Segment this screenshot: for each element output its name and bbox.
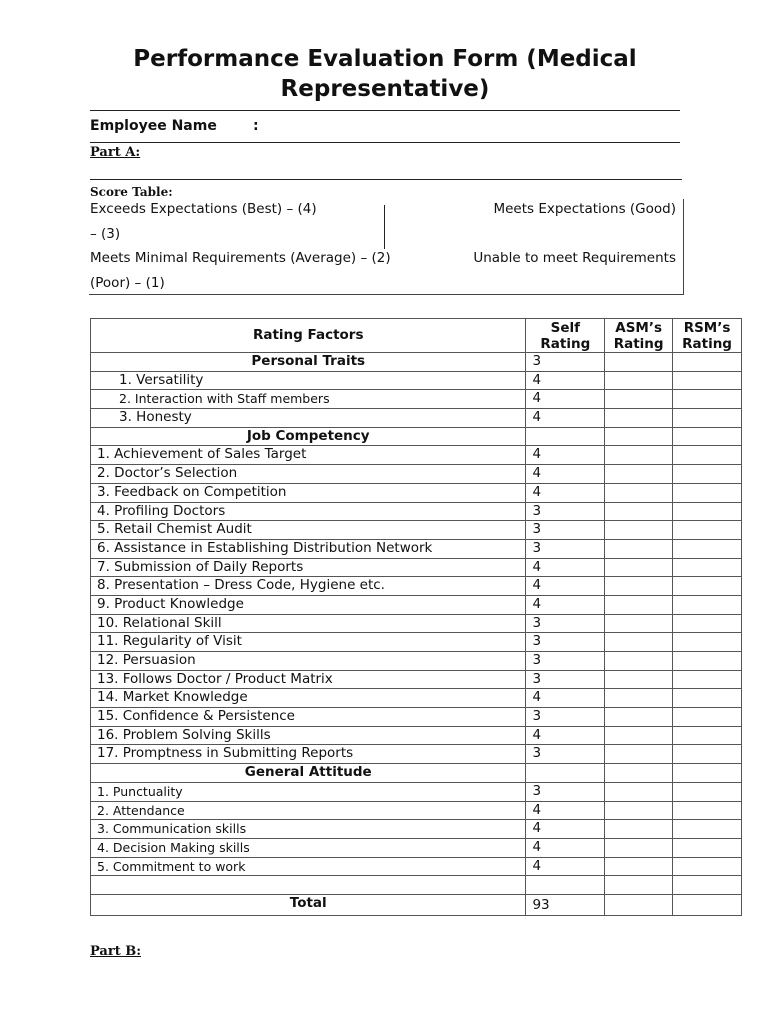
- asm-rating-cell: [605, 483, 673, 502]
- score-exceeds: Exceeds Expectations (Best) – (4): [90, 201, 317, 217]
- rsm-rating-cell: [673, 652, 742, 671]
- rating-factor-label: 17. Promptness in Submitting Reports: [91, 745, 526, 764]
- rating-factor-label: 2. Interaction with Staff members: [91, 390, 526, 409]
- asm-rating-cell: [605, 633, 673, 652]
- asm-rating-cell: [605, 446, 673, 465]
- asm-rating-cell: [605, 353, 673, 372]
- self-rating-cell: 4: [526, 446, 605, 465]
- asm-rating-cell: [605, 614, 673, 633]
- table-row: [91, 614, 742, 633]
- table-row: [91, 390, 742, 409]
- table-row: [91, 782, 742, 801]
- rsm-rating-cell: [673, 502, 742, 521]
- rsm-rating-cell: [673, 708, 742, 727]
- asm-rating-cell: [605, 521, 673, 540]
- section-title: Personal Traits: [91, 353, 526, 372]
- asm-rating-cell: [605, 782, 673, 801]
- header-rsm-rating: RSM’s Rating: [673, 319, 742, 353]
- rating-factor-label: 16. Problem Solving Skills: [91, 726, 526, 745]
- table-row: [91, 502, 742, 521]
- self-rating-cell: 3: [526, 745, 605, 764]
- asm-rating-cell: [605, 745, 673, 764]
- rating-factor-label: 3. Communication skills: [91, 820, 526, 839]
- self-rating-cell: 4: [526, 409, 605, 428]
- rating-factor-label: 2. Attendance: [91, 801, 526, 820]
- rating-factor-label: 9. Product Knowledge: [91, 595, 526, 614]
- table-row: [91, 521, 742, 540]
- self-rating-cell: 3: [526, 521, 605, 540]
- blank-cell: [526, 876, 605, 895]
- score-table-heading: Score Table:: [90, 185, 173, 199]
- rsm-rating-cell: [673, 427, 742, 446]
- total-rsm-rating: [673, 894, 742, 915]
- table-row: [91, 726, 742, 745]
- rsm-rating-cell: [673, 558, 742, 577]
- rsm-rating-cell: [673, 820, 742, 839]
- self-rating-cell: 4: [526, 857, 605, 876]
- table-row: [91, 371, 742, 390]
- self-rating-cell: 3: [526, 782, 605, 801]
- self-rating-cell: 3: [526, 353, 605, 372]
- self-rating-cell: 3: [526, 614, 605, 633]
- asm-rating-cell: [605, 652, 673, 671]
- self-rating-cell: 3: [526, 502, 605, 521]
- score-poor-value: (Poor) – (1): [90, 275, 165, 291]
- header-rating-factors: Rating Factors: [91, 319, 526, 353]
- self-rating-cell: 3: [526, 633, 605, 652]
- self-rating-cell: 4: [526, 689, 605, 708]
- section-row: [91, 353, 742, 372]
- rsm-rating-cell: [673, 614, 742, 633]
- rating-factor-label: 15. Confidence & Persistence: [91, 708, 526, 727]
- rating-factor-label: 10. Relational Skill: [91, 614, 526, 633]
- self-rating-cell: 4: [526, 577, 605, 596]
- rsm-rating-cell: [673, 745, 742, 764]
- asm-rating-cell: [605, 820, 673, 839]
- rsm-rating-cell: [673, 446, 742, 465]
- asm-rating-cell: [605, 708, 673, 727]
- rating-factor-label: 4. Decision Making skills: [91, 838, 526, 857]
- asm-rating-cell: [605, 764, 673, 783]
- asm-rating-cell: [605, 801, 673, 820]
- rating-factor-label: 3. Feedback on Competition: [91, 483, 526, 502]
- rating-factor-label: 2. Doctor’s Selection: [91, 465, 526, 484]
- total-label: Total: [91, 894, 526, 915]
- table-row: [91, 820, 742, 839]
- table-row: [91, 857, 742, 876]
- table-row: [91, 558, 742, 577]
- blank-cell: [673, 876, 742, 895]
- rsm-rating-cell: [673, 577, 742, 596]
- part-a-heading: Part A:: [90, 145, 141, 160]
- asm-rating-cell: [605, 838, 673, 857]
- asm-rating-cell: [605, 577, 673, 596]
- rating-factor-label: 12. Persuasion: [91, 652, 526, 671]
- blank-row: [91, 876, 742, 895]
- self-rating-cell: 4: [526, 558, 605, 577]
- score-meets-value: – (3): [90, 226, 121, 242]
- self-rating-cell: 4: [526, 465, 605, 484]
- rsm-rating-cell: [673, 521, 742, 540]
- rsm-rating-cell: [673, 483, 742, 502]
- score-unable: Unable to meet Requirements: [473, 250, 676, 266]
- table-row: [91, 483, 742, 502]
- self-rating-cell: [526, 427, 605, 446]
- table-row: [91, 745, 742, 764]
- employee-name-row: [90, 118, 259, 134]
- rsm-rating-cell: [673, 782, 742, 801]
- self-rating-cell: 4: [526, 726, 605, 745]
- form-title: Performance Evaluation Form (Medical Representative): [133, 46, 637, 102]
- asm-rating-cell: [605, 409, 673, 428]
- divider: [90, 110, 680, 111]
- rating-factor-label: 4. Profiling Doctors: [91, 502, 526, 521]
- rsm-rating-cell: [673, 539, 742, 558]
- table-row: [91, 708, 742, 727]
- table-row: [91, 446, 742, 465]
- score-minimal: Meets Minimal Requirements (Average) – (2): [90, 250, 391, 266]
- asm-rating-cell: [605, 390, 673, 409]
- self-rating-cell: 4: [526, 483, 605, 502]
- blank-cell: [605, 876, 673, 895]
- header-self-rating: Self Rating: [526, 319, 605, 353]
- asm-rating-cell: [605, 670, 673, 689]
- self-rating-cell: 4: [526, 371, 605, 390]
- self-rating-cell: [526, 764, 605, 783]
- rating-factor-label: 8. Presentation – Dress Code, Hygiene etc.: [91, 577, 526, 596]
- asm-rating-cell: [605, 465, 673, 484]
- rating-table: [90, 318, 742, 916]
- rsm-rating-cell: [673, 670, 742, 689]
- rsm-rating-cell: [673, 409, 742, 428]
- self-rating-cell: 4: [526, 838, 605, 857]
- rating-factor-label: 1. Punctuality: [91, 782, 526, 801]
- total-row: [91, 894, 742, 915]
- table-row: [91, 539, 742, 558]
- rating-table-body: [91, 353, 742, 916]
- self-rating-cell: 3: [526, 670, 605, 689]
- self-rating-cell: 4: [526, 801, 605, 820]
- section-title: General Attitude: [91, 764, 526, 783]
- rating-factor-label: 5. Retail Chemist Audit: [91, 521, 526, 540]
- table-row: [91, 409, 742, 428]
- total-asm-rating: [605, 894, 673, 915]
- rsm-rating-cell: [673, 465, 742, 484]
- divider: [90, 179, 682, 180]
- rating-factor-label: 7. Submission of Daily Reports: [91, 558, 526, 577]
- divider: [90, 142, 680, 143]
- table-row: [91, 670, 742, 689]
- rsm-rating-cell: [673, 353, 742, 372]
- self-rating-cell: 4: [526, 820, 605, 839]
- rsm-rating-cell: [673, 595, 742, 614]
- asm-rating-cell: [605, 558, 673, 577]
- table-row: [91, 689, 742, 708]
- rsm-rating-cell: [673, 390, 742, 409]
- rating-factor-label: 6. Assistance in Establishing Distribution Network: [91, 539, 526, 558]
- rsm-rating-cell: [673, 726, 742, 745]
- rating-factor-label: 1. Versatility: [91, 371, 526, 390]
- self-rating-cell: 3: [526, 708, 605, 727]
- rsm-rating-cell: [673, 371, 742, 390]
- asm-rating-cell: [605, 539, 673, 558]
- employee-name-label: Employee Name: [90, 118, 217, 134]
- rsm-rating-cell: [673, 633, 742, 652]
- rsm-rating-cell: [673, 764, 742, 783]
- asm-rating-cell: [605, 502, 673, 521]
- table-row: [91, 838, 742, 857]
- total-self-rating: 93: [526, 894, 605, 915]
- rating-factor-label: 3. Honesty: [91, 409, 526, 428]
- asm-rating-cell: [605, 595, 673, 614]
- rating-factor-label: 13. Follows Doctor / Product Matrix: [91, 670, 526, 689]
- self-rating-cell: 4: [526, 595, 605, 614]
- employee-name-colon: :: [253, 118, 259, 134]
- asm-rating-cell: [605, 371, 673, 390]
- table-row: [91, 652, 742, 671]
- section-title: Job Competency: [91, 427, 526, 446]
- rating-factor-label: 1. Achievement of Sales Target: [91, 446, 526, 465]
- section-row: [91, 427, 742, 446]
- self-rating-cell: 3: [526, 652, 605, 671]
- self-rating-cell: 4: [526, 390, 605, 409]
- asm-rating-cell: [605, 689, 673, 708]
- table-row: [91, 801, 742, 820]
- section-row: [91, 764, 742, 783]
- rating-factor-label: 5. Commitment to work: [91, 857, 526, 876]
- rating-factor-label: 14. Market Knowledge: [91, 689, 526, 708]
- table-row: [91, 577, 742, 596]
- table-row: [91, 633, 742, 652]
- rsm-rating-cell: [673, 689, 742, 708]
- self-rating-cell: 3: [526, 539, 605, 558]
- rsm-rating-cell: [673, 838, 742, 857]
- rsm-rating-cell: [673, 801, 742, 820]
- asm-rating-cell: [605, 857, 673, 876]
- table-row: [91, 465, 742, 484]
- part-b-heading: Part B:: [90, 944, 142, 959]
- score-meets: Meets Expectations (Good): [493, 201, 676, 217]
- rating-factor-label: 11. Regularity of Visit: [91, 633, 526, 652]
- score-table-divider: [384, 205, 385, 249]
- rsm-rating-cell: [673, 857, 742, 876]
- blank-cell: [91, 876, 526, 895]
- table-row: [91, 595, 742, 614]
- asm-rating-cell: [605, 726, 673, 745]
- header-asm-rating: ASM’s Rating: [605, 319, 673, 353]
- asm-rating-cell: [605, 427, 673, 446]
